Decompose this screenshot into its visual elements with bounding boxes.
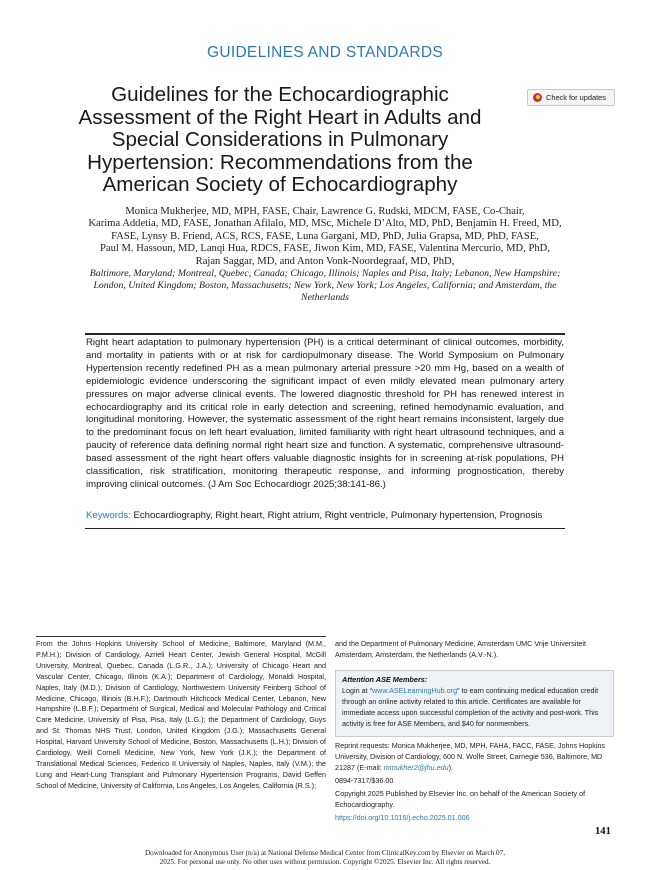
- ase-text-end: ” to earn continuing medical education credit through an online activity related to this article. Certificates are available for immediate access upon successful completion of the activity and post-work. This activity is free for ASE Members, and $40 for nonmembers.: [342, 686, 599, 728]
- author-line: Paul M. Hassoun, MD, Lanqi Hua, RDCS, FASE, Jiwon Kim, MD, FASE, Valentina Mercurio, MD, PhD,: [100, 243, 550, 255]
- ase-box-title: Attention ASE Members:: [342, 675, 428, 684]
- reprint-text-end: ).: [448, 762, 453, 772]
- section-label: GUIDELINES AND STANDARDS: [206, 44, 443, 61]
- author-line: Monica Mukherjee, MD, MPH, FASE, Chair, Lawrence G. Rudski, MDCM, FASE, Co-Chair,: [125, 206, 525, 217]
- ase-box-text: [342, 686, 607, 730]
- footnote-rule: [36, 636, 326, 637]
- affiliation-list: [28, 268, 622, 305]
- reprint-requests: [335, 741, 618, 774]
- author-list: [28, 206, 622, 268]
- reprint-email-link[interactable]: mmukher2@jhu.edu: [383, 762, 449, 772]
- copyright-notice: Copyright 2025 Published by Elsevier Inc. on behalf of the American Society of Echocardiography.: [335, 789, 586, 809]
- ase-learning-hub-link[interactable]: www.ASELearningHub.org: [371, 686, 458, 695]
- title-line: Guidelines for the Echocardiographic: [111, 83, 449, 106]
- doi-link[interactable]: https://doi.org/10.1016/j.echo.2025.01.006: [335, 813, 470, 822]
- check-for-updates-button[interactable]: [527, 89, 615, 106]
- affiliation-line: Baltimore, Maryland; Montreal, Quebec, Canada; Chicago, Illinois; Naples and Pisa, Italy; Lebanon, New Hampshire;: [89, 268, 561, 279]
- abstract-bottom-rule: [85, 528, 565, 529]
- affiliation-footnote-continued: and the Department of Pulmonary Medicine, Amsterdam UMC Vrije Universiteit Amsterdam, Amsterdam, the Netherlands (A.V.-N.).: [335, 639, 586, 659]
- ase-text-start: Login at “: [342, 686, 372, 695]
- download-notice: [0, 849, 650, 867]
- download-line: 2025. For personal use only. No other uses without permission. Copyright ©2025. Elsevier Inc. All rights reserved.: [159, 858, 491, 867]
- title-line: Assessment of the Right Heart in Adults and: [78, 105, 482, 129]
- title-line: American Society of Echocardiography: [102, 173, 458, 197]
- author-line: Karima Addetia, MD, FASE, Jonathan Afilalo, MD, MSc, Michele D’Alto, MD, PhD, Benjamin H. Freed, MD,: [88, 218, 562, 230]
- keywords-list: Echocardiography, Right heart, Right atrium, Right ventricle, Pulmonary hypertension, Prognosis: [133, 510, 543, 521]
- reprint-text: Reprint requests: Monica Mukherjee, MD, MPH, FAHA, FACC, FASE, Johns Hopkins University, Division of Cardiology, 600 N. Wolfe Street, Carnegie 536, Baltimore, MD 21287 (E-mail:: [335, 741, 606, 772]
- title-line: Hypertension: Recommendations from the: [87, 150, 473, 174]
- issn: 0894-7317/$36.00: [335, 776, 394, 785]
- download-line: Downloaded for Anonymous User (n/a) at National Defense Medical Center from ClinicalKey.com by Elsevier on March 07,: [144, 849, 505, 857]
- page-number: 141: [595, 826, 611, 837]
- title-line: Special Considerations in Pulmonary: [111, 128, 449, 152]
- affiliation-footnote: From the Johns Hopkins University School of Medicine, Baltimore, Maryland (M.M., P.M.H.); Division of Cardiology, Azrieli Heart Center, Jewish General Hospital, McGill University, Montreal, Quebec, Canada (L.G.R., J.A.); University of Chicago Heart and Vascular Center, Chicago, Illinois (K.A.); Department of Cardiology, Monaldi Hospital, Naples, Italy (M.D.); Division of Cardiology, Northwestern University Feinberg School of Medicine, Chicago, Illinois (B.H.F.); Dartmouth Hitchcock Medical Center, Lebanon, New Hampshire (L.B.F.); Department of Surgical, Medical and Molecular Pathology and Critical Care Medicine, University of Pisa, Pisa, Italy (L.G.); the Department of Cardiology, Guys and St. Thomas NHS Trust, London, United Kingdom (J.G.); Massachusetts General Hospital, Harvard University School of Medicine, Boston, Massachusetts (L.H.); Division of Cardiology, Weill Cornell Medicine, New York, New York (J.K.); the Department of Translational Medical Sciences, Federico II University of Naples, Naples, Italy (V.M.); the Lung and Heart-Lung Transplant and Pulmonary Hypertension Programs, David Geffen School of Medicine, University of California, Los Angeles, Los Angeles, California (R.S.);: [36, 639, 326, 790]
- author-line: Rajan Saggar, MD, and Anton Vonk-Noordegraaf, MD, PhD,: [195, 255, 455, 267]
- check-for-updates-label: Check for updates: [546, 93, 606, 102]
- affiliation-line: London, United Kingdom; Boston, Massachusetts; New York, New York; Los Angeles, California; and Amsterdam, the: [93, 280, 557, 292]
- article-title: [60, 84, 500, 197]
- author-line: FASE, Lynsy B. Friend, ACS, RCS, FASE, Luna Gargani, MD, PhD, Julia Grapsa, MD, PhD, FASE,: [111, 230, 539, 242]
- abstract-top-rule: [85, 333, 565, 335]
- keywords-label: Keywords:: [86, 510, 131, 521]
- affiliation-line: Netherlands: [301, 292, 349, 304]
- keywords: [86, 509, 564, 522]
- abstract-text: Right heart adaptation to pulmonary hypertension (PH) is a critical determinant of clinical outcomes, morbidity, and mortality in patients with or at risk for cardiopulmonary disease. The World Symposium on Pulmonary Hypertension recently redefined PH as a mean pulmonary arterial pressure >20 mm Hg, based on a wealth of epidemiologic evidence underscoring the significant impact of even mildly elevated mean pulmonary artery pressures on major adverse clinical events. The lowered diagnostic threshold for PH has renewed interest in echocardiography and its critical role in early detection and screening, refined hemodynamic evaluation, and longitudinal monitoring. However, the systematic assessment of the right heart remains inconsistent, largely due to the predominant focus on left heart evaluation, limited familiarity with right heart ultrasound techniques, and a paucity of reference data defining normal right heart size and function. A systematic, comprehensive ultrasound-based assessment of the right heart offers valuable diagnostic insights for in screening at-risk populations, PH classification, risk stratification, monitoring therapeutic response, and informing prognostication, thereby improving clinical outcomes. (J Am Soc Echocardiogr 2025;38:141-86.): [86, 337, 564, 490]
- crossmark-icon: [533, 93, 542, 102]
